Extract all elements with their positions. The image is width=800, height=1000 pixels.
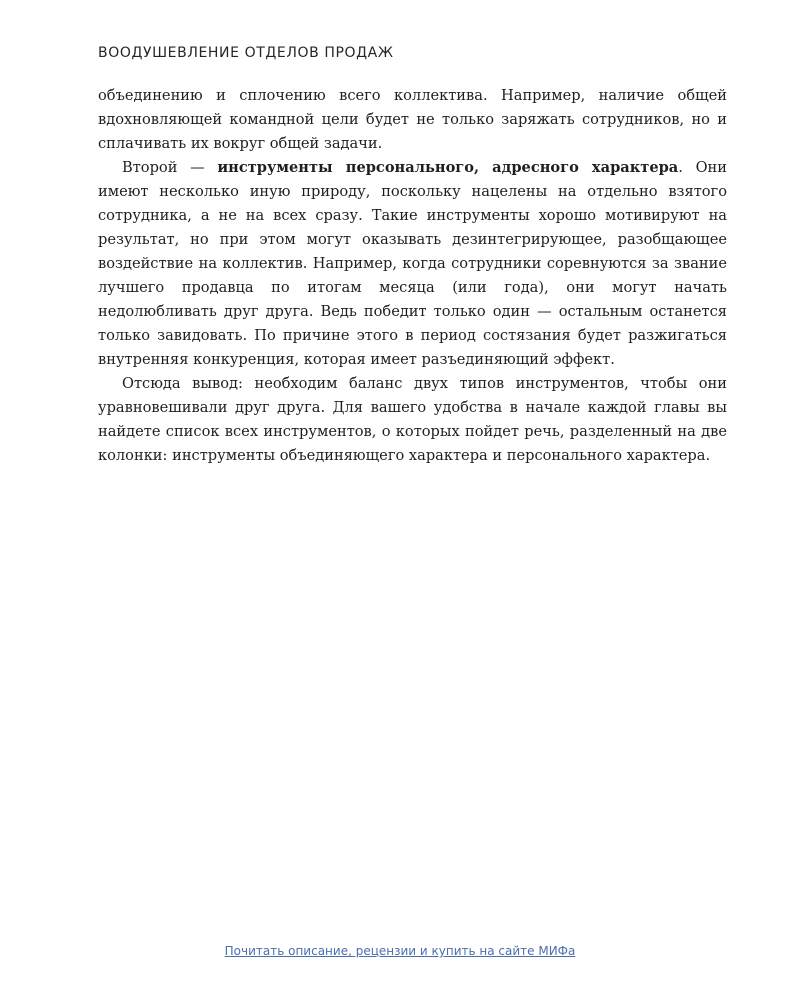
paragraph-rest: . Они имеют несколько иную природу, поскольку нацелены на отдельно взятого сотрудника, а не на всех сразу. Такие инструменты хорошо мотивируют на результат, но при этом могут оказывать дезинтегрирующее, разобщающее воздействие на коллектив. Например, когда сотрудники соревнуются за звание лучшего продавца по итогам месяца (или года), они могут начать недолюбливать друг друга. Ведь победит только один — остальным останется только завидовать. По причине этого в период состязания будет разжигаться внутренняя конкуренция, которая имеет разъединяющий эффект. xyxy=(98,159,727,368)
page-body xyxy=(98,84,727,468)
footer xyxy=(0,940,800,962)
bold-term: инструменты персонального, адресного характера xyxy=(217,159,679,176)
paragraph-second-type xyxy=(98,156,727,372)
paragraph-continuation: объединению и сплочению всего коллектива. Например, наличие общей вдохновляющей командной цели будет не только заряжать сотрудников, но и сплачивать их вокруг общей задачи. xyxy=(98,87,727,152)
paragraph-lead: Второй — xyxy=(122,159,218,176)
running-header: ВООДУШЕВЛЕНИЕ ОТДЕЛОВ ПРОДАЖ xyxy=(98,45,394,61)
buy-link[interactable]: Почитать описание, рецензии и купить на сайте МИФа xyxy=(224,944,576,958)
paragraph-conclusion: Отсюда вывод: необходим баланс двух типов инструментов, чтобы они уравновешивали друг друга. Для вашего удобства в начале каждой главы вы найдете список всех инструментов, о которых пойдет речь, разделенный на две колонки: инструменты объединяющего характера и персонального характера. xyxy=(98,375,727,464)
